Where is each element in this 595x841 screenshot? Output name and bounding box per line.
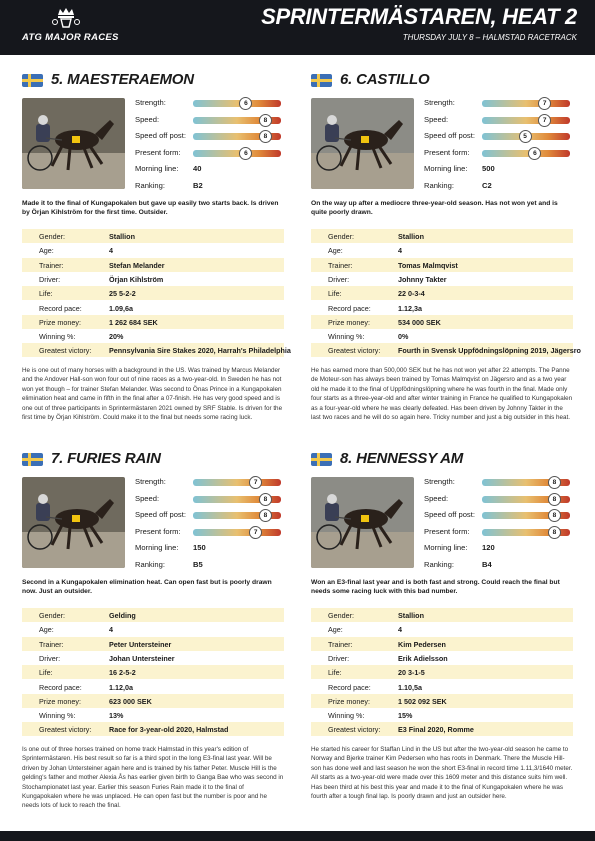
rating-label: Speed: — [135, 114, 160, 124]
horse-photo-image — [311, 477, 414, 568]
horse-summary: Second in a Kungapokalen elimination heat. Can open fast but is poorly drawn now. Just an outsider. — [22, 579, 272, 596]
info-row-life — [22, 665, 284, 679]
rating-label: Present form: — [424, 526, 470, 536]
morning-line-label: Morning line: — [424, 164, 468, 173]
info-label: Gender: — [328, 611, 354, 620]
rating-value: 8 — [548, 509, 561, 522]
rating-label: Strength: — [424, 477, 455, 486]
rating-bar — [193, 150, 281, 157]
info-label: Prize money: — [39, 317, 81, 327]
rating-bar — [193, 133, 281, 140]
info-label: Driver: — [39, 653, 61, 663]
rating-label: Strength: — [135, 477, 166, 486]
info-row-life — [311, 665, 573, 679]
rating-value: 8 — [548, 526, 561, 539]
info-row-prize-money — [22, 694, 284, 708]
rating-row-speed — [135, 115, 282, 127]
crest-icon — [52, 7, 80, 29]
rating-row-speed — [135, 494, 282, 506]
horse-description: Is one out of three horses trained on home track Halmstad in this year's edition of Sprintermästaren. His best result so far is a third spot in the long E3-final last year. Will be driven by Johan Untersteiner again here and is trained by his father Peter. Muscle Hill is the gelding's father and mother Alexia Ås has earlier given birth to Ganga Bae who was second in Stochampionatet last year. Earlier this season Furies Rain made it to the final of Kungapokalen where he was unplaced. He can open fast but the number is poor and he needs lots of luck to reach the final. — [22, 746, 284, 810]
rating-row-speed-off-post — [135, 131, 282, 143]
horse-card — [311, 71, 581, 442]
info-label: Greatest victory: — [39, 346, 92, 356]
ranking-row — [424, 560, 571, 572]
info-row-driver — [311, 272, 573, 286]
info-value: 0% — [398, 332, 409, 342]
info-row-record-pace — [311, 680, 573, 694]
info-row-greatest-victory — [311, 722, 573, 736]
ranking-value: B4 — [482, 559, 492, 569]
info-row-trainer — [311, 637, 573, 651]
info-label: Greatest victory: — [328, 725, 381, 735]
page-header — [0, 0, 595, 55]
info-row-record-pace — [22, 680, 284, 694]
rating-row-strength — [424, 477, 571, 489]
info-label: Life: — [39, 289, 53, 299]
info-value: Stallion — [109, 232, 135, 241]
info-label: Age: — [39, 625, 54, 635]
rating-value: 7 — [249, 526, 262, 539]
horse-photo — [311, 477, 414, 568]
page-footer — [0, 831, 595, 841]
horse-name: 7. FURIES RAIN — [51, 450, 161, 467]
rating-bar — [482, 529, 570, 536]
info-label: Record pace: — [39, 303, 82, 313]
ranking-label: Ranking: — [135, 180, 165, 190]
info-row-greatest-victory — [311, 343, 581, 357]
page-subtitle: THURSDAY JULY 8 – HALMSTAD RACETRACK — [402, 33, 577, 42]
rating-value: 8 — [259, 493, 272, 506]
info-row-gender — [22, 608, 284, 622]
info-label: Winning %: — [39, 332, 76, 342]
info-row-winning — [22, 708, 284, 722]
horse-description: He has earned more than 500,000 SEK but he has not won yet after 22 attempts. The Panne de Moteur-son has always been trained by Tomas Malmqvist on Jägersro and as a two year old he made it to the final of Uppfödningslöpning where he was fourth in the final. Made only four starts as a three-year-old and after winter training in France he qualified to Kungapokalen as a four-year-old where he was clearly defeated. Has been driven by Johnny Takter in the last two races and he will do so again here. Tricky number and just a big outsider in this heat. — [311, 367, 573, 422]
rating-label: Present form: — [135, 147, 181, 157]
rating-bar — [193, 117, 281, 124]
info-row-greatest-victory — [22, 343, 291, 357]
info-row-trainer — [311, 258, 573, 272]
info-value: Örjan Kihlström — [109, 274, 164, 284]
info-row-gender — [311, 229, 573, 243]
ranking-row — [135, 560, 282, 572]
info-label: Trainer: — [328, 260, 353, 270]
info-label: Gender: — [39, 611, 65, 620]
horse-photo — [22, 477, 125, 568]
info-label: Driver: — [328, 274, 350, 284]
rating-label: Speed: — [424, 493, 449, 503]
info-row-driver — [311, 651, 573, 665]
rating-label: Speed off post: — [424, 510, 475, 519]
info-value: 4 — [398, 625, 402, 635]
info-row-record-pace — [22, 301, 284, 315]
info-value: Johnny Takter — [398, 274, 447, 284]
rating-label: Speed off post: — [424, 131, 475, 140]
rating-row-present-form — [135, 527, 282, 539]
info-value: 1.12,3a — [398, 303, 422, 313]
info-value: Stefan Melander — [109, 260, 165, 270]
info-value: Kim Pedersen — [398, 639, 446, 649]
info-value: Stallion — [398, 232, 424, 241]
rating-bar — [482, 479, 570, 486]
rating-bar — [482, 150, 570, 157]
info-row-winning — [311, 708, 573, 722]
rating-value: 6 — [528, 147, 541, 160]
info-value: Fourth in Svensk Uppfödningslöpning 2019, Jägersro — [398, 346, 581, 356]
rating-label: Speed off post: — [135, 510, 186, 519]
info-value: Tomas Malmqvist — [398, 260, 458, 270]
info-row-trainer — [22, 258, 284, 272]
horse-name: 5. MAESTERAEMON — [51, 71, 194, 88]
page-title: SPRINTERMÄSTAREN, HEAT 2 — [261, 4, 577, 29]
rating-row-strength — [135, 98, 282, 110]
info-label: Life: — [328, 668, 342, 678]
rating-bar — [482, 133, 570, 140]
info-label: Age: — [39, 246, 54, 256]
ranking-value: C2 — [482, 180, 492, 190]
rating-label: Strength: — [135, 98, 166, 107]
horse-name: 8. HENNESSY AM — [340, 450, 464, 467]
horse-photo-image — [22, 477, 125, 568]
horse-summary: On the way up after a mediocre three-year-old season. Has not won yet and is quite poorly drawn. — [311, 200, 558, 217]
rating-bar — [482, 512, 570, 519]
info-row-prize-money — [22, 315, 284, 329]
morning-line-row — [424, 164, 571, 176]
rating-row-present-form — [135, 148, 282, 160]
ranking-value: B5 — [193, 559, 203, 569]
horse-photo — [311, 98, 414, 189]
horse-description: He started his career for Staffan Lind in the US but after the two-year-old season he came to Norway and Bjerke trainer Kim Pedersen who has roots in Denmark. There the Muscle Hill-son has done well and last season he won the short E3-final in record time 1.11,3/1640 meter. All starts as a two-year-old were made over this 1609 meter and this distance suits him well. Has been third at his best this year and made it to the final of Kungapokalen where he was fourth after a tough final lap. Is poorly drawn and just an outsider here. — [311, 746, 573, 801]
info-row-gender — [311, 608, 573, 622]
ranking-label: Ranking: — [424, 559, 454, 569]
rating-value: 6 — [239, 97, 252, 110]
ranking-value: B2 — [193, 180, 203, 190]
rating-bar — [482, 496, 570, 503]
info-row-age — [311, 243, 573, 257]
info-row-life — [22, 286, 284, 300]
brand-name: ATG MAJOR RACES — [22, 32, 119, 43]
info-value: 20 3-1-5 — [398, 668, 425, 678]
rating-row-present-form — [424, 527, 571, 539]
rating-value: 7 — [538, 97, 551, 110]
info-row-gender — [22, 229, 284, 243]
horse-card — [311, 451, 573, 821]
rating-value: 8 — [548, 476, 561, 489]
morning-line-label: Morning line: — [135, 164, 179, 173]
rating-row-speed-off-post — [135, 510, 282, 522]
info-label: Winning %: — [328, 332, 365, 342]
info-value: Pennsylvania Sire Stakes 2020, Harrah's Philadelphia — [109, 346, 291, 356]
rating-value: 5 — [519, 130, 532, 143]
info-value: 22 0-3-4 — [398, 289, 425, 299]
info-value: 15% — [398, 711, 413, 721]
info-row-winning — [22, 329, 284, 343]
rating-bar — [482, 100, 570, 107]
morning-line-row — [424, 543, 571, 555]
rating-bar — [193, 512, 281, 519]
rating-row-speed-off-post — [424, 510, 571, 522]
sweden-flag-icon — [311, 453, 332, 466]
ranking-row — [424, 181, 571, 193]
info-row-driver — [22, 651, 284, 665]
info-row-record-pace — [311, 301, 573, 315]
info-value: 1 262 684 SEK — [109, 317, 158, 327]
horse-name: 6. CASTILLO — [340, 71, 430, 88]
info-label: Gender: — [39, 232, 65, 241]
sweden-flag-icon — [22, 453, 43, 466]
rating-label: Speed: — [424, 114, 449, 124]
info-label: Prize money: — [328, 317, 370, 327]
rating-label: Present form: — [135, 526, 181, 536]
rating-row-speed-off-post — [424, 131, 571, 143]
rating-row-speed — [424, 494, 571, 506]
rating-value: 8 — [259, 130, 272, 143]
info-value: 1.10,5a — [398, 682, 422, 692]
info-value: Stallion — [398, 611, 424, 620]
info-label: Driver: — [328, 653, 350, 663]
morning-line-value: 150 — [193, 543, 206, 552]
sweden-flag-icon — [22, 74, 43, 87]
info-value: 13% — [109, 711, 124, 721]
info-value: 1 502 092 SEK — [398, 696, 447, 706]
brand-logo — [22, 7, 119, 47]
morning-line-value: 40 — [193, 164, 202, 173]
info-row-age — [22, 243, 284, 257]
info-label: Life: — [328, 289, 342, 299]
info-label: Driver: — [39, 274, 61, 284]
horse-card — [22, 451, 284, 821]
info-value: Race for 3-year-old 2020, Halmstad — [109, 725, 229, 735]
horse-photo-image — [22, 98, 125, 189]
info-label: Winning %: — [39, 711, 76, 721]
rating-value: 7 — [538, 114, 551, 127]
info-label: Trainer: — [328, 639, 353, 649]
rating-label: Speed off post: — [135, 131, 186, 140]
info-row-age — [22, 622, 284, 636]
info-label: Gender: — [328, 232, 354, 241]
info-value: 4 — [109, 625, 113, 635]
horse-description: He is one out of many horses with a background in the US. Was trained by Marcus Melander and the Andover Hall-son won four out of nine races as a two-year-old. In Sweden he has not won yet though – for trainer Stefan Melander. Was second to Önas Prince in a Kungapokalen elimination heat and came in fifth in the final after a 07-finish. He has very good speed and is one out of three participants in Sprintermästaren 2021 owned by SRF Stable. Is driven for the first time by Örjan Kihlström. Could make it to the final but needs some racing luck. — [22, 367, 283, 422]
info-label: Trainer: — [39, 639, 64, 649]
info-row-prize-money — [311, 315, 573, 329]
rating-row-speed — [424, 115, 571, 127]
info-value: 4 — [109, 246, 113, 256]
info-row-greatest-victory — [22, 722, 284, 736]
rating-bar — [482, 117, 570, 124]
info-value: 25 5-2-2 — [109, 289, 136, 299]
info-row-driver — [22, 272, 284, 286]
ranking-label: Ranking: — [424, 180, 454, 190]
rating-row-strength — [135, 477, 282, 489]
morning-line-value: 120 — [482, 543, 495, 552]
info-row-winning — [311, 329, 573, 343]
rating-value: 8 — [259, 509, 272, 522]
info-value: Johan Untersteiner — [109, 653, 175, 663]
horse-photo-image — [311, 98, 414, 189]
horse-card — [22, 71, 291, 442]
sweden-flag-icon — [311, 74, 332, 87]
morning-line-row — [135, 164, 282, 176]
info-row-age — [311, 622, 573, 636]
rating-row-present-form — [424, 148, 571, 160]
info-row-life — [311, 286, 573, 300]
rating-label: Strength: — [424, 98, 455, 107]
horse-photo — [22, 98, 125, 189]
rating-value: 6 — [239, 147, 252, 160]
rating-bar — [193, 100, 281, 107]
info-label: Prize money: — [328, 696, 370, 706]
morning-line-label: Morning line: — [135, 543, 179, 552]
rating-label: Speed: — [135, 493, 160, 503]
horse-summary: Made it to the final of Kungapokalen but gave up easily two starts back. Is driven by Örjan Kihlström for the first time. Outsider. — [22, 200, 279, 217]
info-row-trainer — [22, 637, 284, 651]
ranking-row — [135, 181, 282, 193]
rating-bar — [193, 496, 281, 503]
info-label: Life: — [39, 668, 53, 678]
info-value: 534 000 SEK — [398, 317, 441, 327]
info-value: E3 Final 2020, Romme — [398, 725, 474, 735]
rating-value: 8 — [548, 493, 561, 506]
rating-bar — [193, 479, 281, 486]
info-value: 20% — [109, 332, 124, 342]
rating-value: 8 — [259, 114, 272, 127]
info-value: 16 2-5-2 — [109, 668, 136, 678]
morning-line-value: 500 — [482, 164, 495, 173]
info-value: 623 000 SEK — [109, 696, 152, 706]
rating-label: Present form: — [424, 147, 470, 157]
morning-line-label: Morning line: — [424, 543, 468, 552]
rating-value: 7 — [249, 476, 262, 489]
ranking-label: Ranking: — [135, 559, 165, 569]
info-label: Greatest victory: — [39, 725, 92, 735]
morning-line-row — [135, 543, 282, 555]
horse-summary: Won an E3-final last year and is both fast and strong. Could reach the final but needs some racing luck with this bad number. — [311, 579, 560, 596]
info-label: Winning %: — [328, 711, 365, 721]
info-label: Age: — [328, 246, 343, 256]
info-value: 1.12,0a — [109, 682, 133, 692]
rating-bar — [193, 529, 281, 536]
info-label: Trainer: — [39, 260, 64, 270]
info-label: Greatest victory: — [328, 346, 381, 356]
info-value: Peter Untersteiner — [109, 639, 172, 649]
info-value: 4 — [398, 246, 402, 256]
info-label: Prize money: — [39, 696, 81, 706]
info-value: Erik Adielsson — [398, 653, 448, 663]
info-label: Record pace: — [328, 682, 371, 692]
info-value: 1.09,6a — [109, 303, 133, 313]
rating-row-strength — [424, 98, 571, 110]
info-row-prize-money — [311, 694, 573, 708]
info-label: Record pace: — [39, 682, 82, 692]
info-label: Age: — [328, 625, 343, 635]
info-value: Gelding — [109, 611, 136, 620]
info-label: Record pace: — [328, 303, 371, 313]
